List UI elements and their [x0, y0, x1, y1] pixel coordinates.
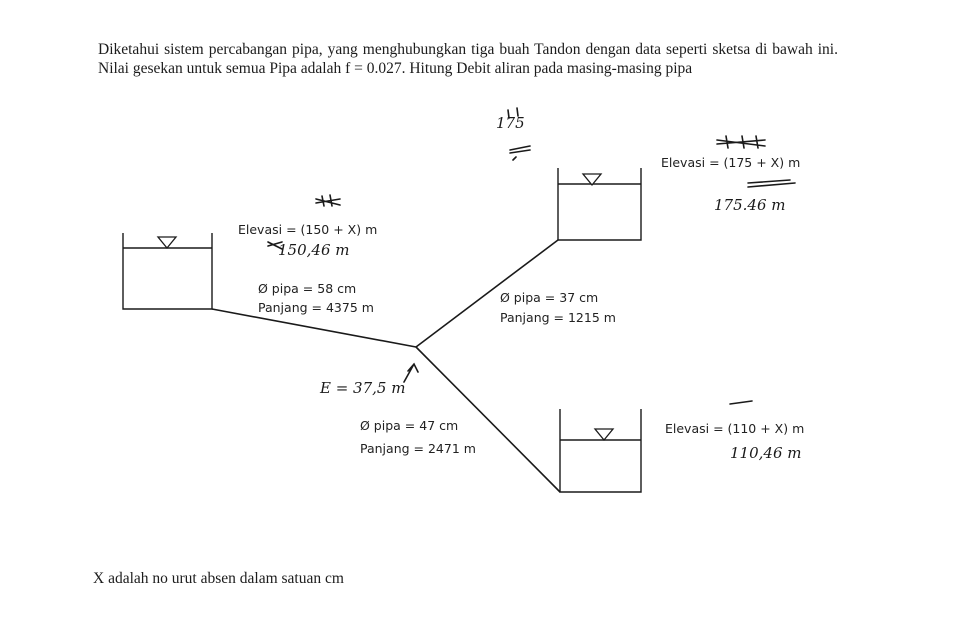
pipe-top-right-diameter: Ø pipa = 37 cm [500, 290, 599, 305]
crossed-out-scribble-icon [730, 401, 752, 404]
crossed-out-scribble-icon [748, 180, 795, 187]
elevation-top-right-label: Elevasi = (175 + X) m [661, 155, 801, 170]
handwritten-junction-elevation: E = 37,5 m [320, 379, 406, 397]
elevation-bottom-right-label: Elevasi = (110 + X) m [665, 421, 805, 436]
problem-statement: Diketahui sistem percabangan pipa, yang menghubungkan tiga buah Tandon dengan data seperti sketsa di bawah ini. Nilai gesekan untuk semua Pipa adalah f = 0.027. Hitung Debit aliran pada masing-masing pipa [98, 41, 838, 77]
pipe-bottom-right-length: Panjang = 2471 m [360, 441, 476, 456]
handwritten-margin-note: 175 [496, 114, 525, 132]
tank-bottom-right [560, 409, 641, 492]
handwritten-elevation-top-right: 175.46 m [714, 196, 786, 214]
footnote: X adalah no urut absen dalam satuan cm [93, 570, 344, 587]
crossed-out-scribble-icon [717, 136, 765, 148]
crossed-out-scribble-icon [316, 195, 340, 206]
water-level-icon [158, 237, 176, 248]
elevation-left-label: Elevasi = (150 + X) m [238, 222, 378, 237]
pipe-top-right-length: Panjang = 1215 m [500, 310, 616, 325]
water-level-icon [595, 429, 613, 440]
pipe-left-length: Panjang = 4375 m [258, 300, 374, 315]
tank-top-right [558, 168, 641, 240]
handwritten-arrow-icon [404, 364, 418, 382]
handwritten-elevation-bottom-right: 110,46 m [730, 444, 802, 462]
tank-left [123, 233, 212, 309]
pipe-bottom-right-diameter: Ø pipa = 47 cm [360, 418, 459, 433]
handwritten-elevation-left: 150,46 m [278, 241, 350, 259]
pipe-left-diameter: Ø pipa = 58 cm [258, 281, 357, 296]
